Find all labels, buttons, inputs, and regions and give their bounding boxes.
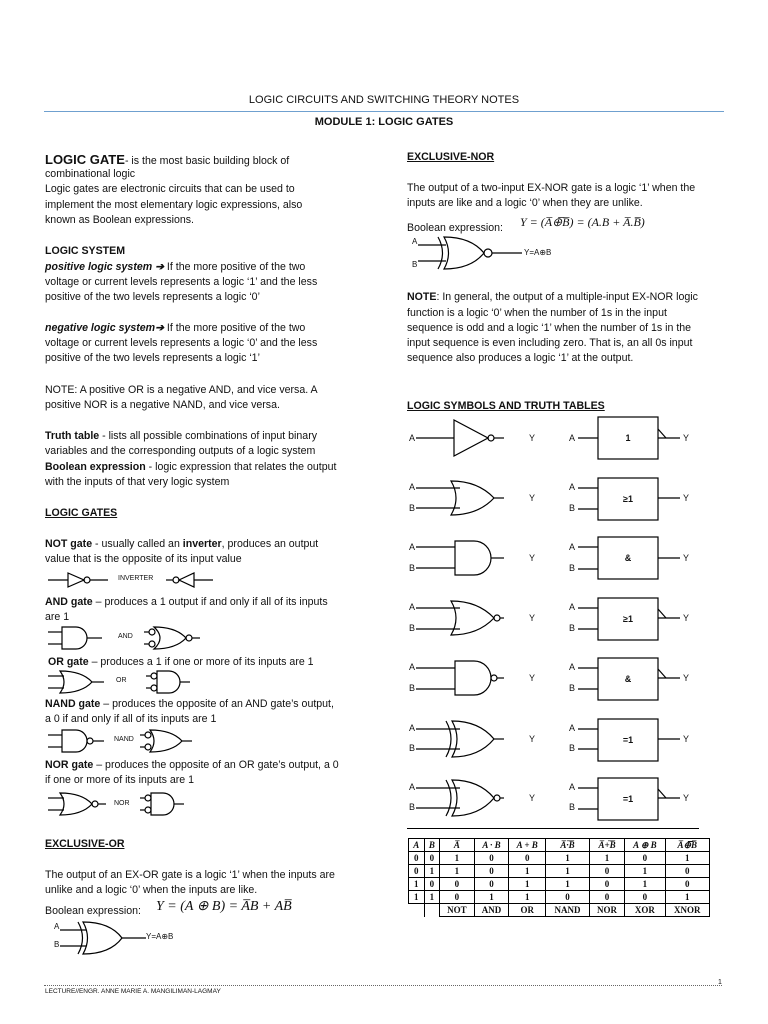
truth-table-text: variables and the corresponding outputs of a logic system <box>45 445 316 457</box>
xor-boolean-label: Boolean expression: <box>45 905 141 917</box>
box-and-b: B <box>569 563 576 573</box>
symbols-heading: LOGIC SYMBOLS AND TRUTH TABLES <box>407 400 605 412</box>
box-xor-label: =1 <box>622 735 634 745</box>
xnor-note-text: input sequence is even including zero. That is, an all 0s input <box>407 337 693 349</box>
table-row: 0 0 1 0 0 1 1 0 1 <box>409 852 710 865</box>
module-title: MODULE 1: LOGIC GATES <box>314 116 454 128</box>
sym-xor-a: A <box>409 723 416 733</box>
and-gate-text: are 1 <box>45 611 70 623</box>
sym-xor-b: B <box>409 743 416 753</box>
sym-and-b: B <box>409 563 416 573</box>
boolean-expression-text: with the inputs of that very logic system <box>45 476 230 488</box>
box-xor-y: Y <box>683 734 690 744</box>
sym-nor-b: B <box>409 623 416 633</box>
table-row: 1 1 0 1 1 0 0 0 1 <box>409 891 710 904</box>
th-xor: A ⊕ B <box>625 839 665 852</box>
positive-logic-text: voltage or current levels represents a logic ‘1’ and the less <box>45 276 318 288</box>
and-gate-line: AND gate – produces a 1 output if and only if all of its inputs <box>45 596 328 608</box>
sym-xnor-y: Y <box>529 793 536 803</box>
sym-or-a: A <box>409 482 416 492</box>
xnor-note-text: sequence is odd and a logic ‘1’ when the number of 1s in the <box>407 322 692 334</box>
sym-nor-y: Y <box>529 613 536 623</box>
or-label: OR <box>116 677 127 684</box>
xnor-output-label: Y=A⊕B <box>524 248 552 257</box>
logic-gates-heading: LOGIC GATES <box>45 507 118 519</box>
box-not-y: Y <box>683 433 690 443</box>
th-or: A + B <box>509 839 546 852</box>
box-or-label: ≥1 <box>623 494 633 504</box>
xnor-input-b: B <box>412 260 418 269</box>
box-nand-a: A <box>569 662 576 672</box>
th-and: A · B <box>474 839 509 852</box>
truth-table-definition: Truth table - lists all possible combinations of input binary <box>45 430 318 442</box>
xnor-input-a: A <box>412 237 418 246</box>
sym-or-y: Y <box>529 493 536 503</box>
xnor-text: The output of a two-input EX-NOR gate is a logic ‘1’ when the <box>407 182 696 194</box>
inverter-label: INVERTER <box>118 575 154 582</box>
negative-logic-text: positive of the two levels represents a logic ‘1’ <box>45 352 260 364</box>
sym-nand-y: Y <box>529 673 536 683</box>
nor-label: NOR <box>114 800 130 807</box>
sym-nor-a: A <box>409 602 416 612</box>
box-or-y: Y <box>683 493 690 503</box>
xnor-note-text: function is a logic ‘0’ when the number of 1s in the input <box>407 307 667 319</box>
sym-nand-a: A <box>409 662 416 672</box>
box-and-label: & <box>624 553 632 563</box>
box-nand-label: & <box>624 674 632 684</box>
boolean-expression-definition: Boolean expression - logic expression that relates the output <box>45 461 337 473</box>
logic-gate-text: implement the most elementary logic expressions, also <box>45 199 303 211</box>
truth-table-top-rule <box>407 828 699 829</box>
xor-text: unlike and a logic ‘0’ when the inputs are like. <box>45 884 258 896</box>
table-row: 0 1 1 0 1 1 0 1 0 <box>409 865 710 878</box>
positive-logic-text: positive of the two levels represents a logic ‘0’ <box>45 291 260 303</box>
or-gate-diagram <box>48 670 248 696</box>
sym-xnor-b: B <box>409 802 416 812</box>
box-and-a: A <box>569 542 576 552</box>
box-nor-b: B <box>569 623 576 633</box>
box-not-a: A <box>569 433 576 443</box>
distinctive-symbols <box>408 415 548 815</box>
sym-and-a: A <box>409 542 416 552</box>
negative-logic-text: voltage or current levels represents a logic ‘0’ and the less <box>45 337 318 349</box>
and-gate-diagram <box>48 626 248 652</box>
truth-table-footer: NOT AND OR NAND NOR XOR XNOR <box>409 904 710 917</box>
th-not-a: A̅ <box>440 839 475 852</box>
sym-or-b: B <box>409 503 416 513</box>
nor-gate-text: if one or more of its inputs are 1 <box>45 774 194 786</box>
th-b: B <box>424 839 440 852</box>
and-label: AND <box>118 633 133 640</box>
box-not-label: 1 <box>625 433 631 443</box>
or-gate-line: OR gate – produces a 1 if one or more of its inputs are 1 <box>48 656 314 668</box>
box-nand-y: Y <box>683 673 690 683</box>
box-or-a: A <box>569 482 576 492</box>
sym-xnor-a: A <box>409 782 416 792</box>
xnor-boolean-label: Boolean expression: <box>407 222 503 234</box>
document-title: LOGIC CIRCUITS AND SWITCHING THEORY NOTES <box>248 94 520 106</box>
xor-heading: EXCLUSIVE-OR <box>45 838 125 850</box>
nand-gate-line: NAND gate – produces the opposite of an AND gate’s output, <box>45 698 334 710</box>
th-a: A <box>409 839 425 852</box>
box-xnor-y: Y <box>683 793 690 803</box>
box-xor-b: B <box>569 743 576 753</box>
page-number: 1 <box>718 979 722 986</box>
box-xnor-a: A <box>569 782 576 792</box>
box-xor-a: A <box>569 723 576 733</box>
sym-and-y: Y <box>529 553 536 563</box>
xnor-heading: EXCLUSIVE-NOR <box>407 151 495 163</box>
xor-text: The output of an EX-OR gate is a logic ‘1’ when the inputs are <box>45 869 335 881</box>
nand-label: NAND <box>114 736 134 743</box>
header-rule <box>44 111 724 112</box>
logic-gate-text: Logic gates are electronic circuits that can be used to <box>45 183 295 195</box>
xor-output-label: Y=A⊕B <box>146 932 174 941</box>
footer-rule <box>44 985 722 986</box>
logic-system-heading: LOGIC SYSTEM <box>45 245 126 257</box>
xnor-text: inputs are like and a logic ‘0’ when they are unlike. <box>407 197 643 209</box>
box-nor-y: Y <box>683 613 690 623</box>
xnor-note-line: NOTE: In general, the output of a multiple-input EX-NOR logic <box>407 291 698 303</box>
truth-table-header <box>409 839 710 852</box>
th-xnor: A̅⊕̅B̅ <box>665 839 710 852</box>
truth-table <box>408 838 710 917</box>
xor-input-a: A <box>54 922 60 931</box>
sym-nand-b: B <box>409 683 416 693</box>
logic-gate-definition: LOGIC GATE- is the most basic building block of <box>45 152 290 167</box>
nor-gate-diagram <box>48 792 248 818</box>
sym-xor-y: Y <box>529 734 536 744</box>
sym-not-a: A <box>409 433 416 443</box>
note-text: NOTE: A positive OR is a negative AND, and vice versa. A <box>45 384 318 396</box>
xnor-formula: Y = (A̅⊕̅B̅) = (A.B + A̅.B̅) <box>520 215 645 229</box>
box-or-b: B <box>569 503 576 513</box>
nand-gate-diagram <box>48 729 248 755</box>
xor-formula: Y = (A ⊕ B) = A̅B + AB̅ <box>156 899 292 914</box>
box-xnor-label: =1 <box>622 794 634 804</box>
logic-gate-definition-cont: combinational logic <box>45 168 136 180</box>
nor-gate-line: NOR gate – produces the opposite of an OR gate’s output, a 0 <box>45 759 339 771</box>
positive-logic-line: positive logic system ➔ If the more positive of the two <box>45 261 306 273</box>
note-text: positive NOR is a negative NAND, and vice versa. <box>45 399 280 411</box>
th-nand: A̅·̅B̅ <box>546 839 590 852</box>
negative-logic-line: negative logic system➔ If the more positive of the two <box>45 322 306 334</box>
logic-gate-text: known as Boolean expressions. <box>45 214 194 226</box>
box-nand-b: B <box>569 683 576 693</box>
box-xnor-b: B <box>569 802 576 812</box>
box-and-y: Y <box>683 553 690 563</box>
box-nor-label: ≥1 <box>623 614 633 624</box>
not-gate-line: NOT gate - usually called an inverter, produces an output <box>45 538 319 550</box>
footer-author: LECTURE//ENGR. ANNE MARIE A. MANGILIMAN-LAGMAY <box>45 988 221 995</box>
not-gate-text: value that is the opposite of its input value <box>45 553 242 565</box>
nand-gate-text: a 0 if and only if all of its inputs are 1 <box>45 713 217 725</box>
table-row: 1 0 0 0 1 1 0 1 0 <box>409 878 710 891</box>
xnor-note-text: sequence also produces a logic ‘1’ at the output. <box>407 352 634 364</box>
xor-input-b: B <box>54 940 60 949</box>
sym-not-y: Y <box>529 433 536 443</box>
box-nor-a: A <box>569 602 576 612</box>
xor-gate-diagram <box>60 920 200 956</box>
th-nor: A̅+̅B̅ <box>589 839 624 852</box>
